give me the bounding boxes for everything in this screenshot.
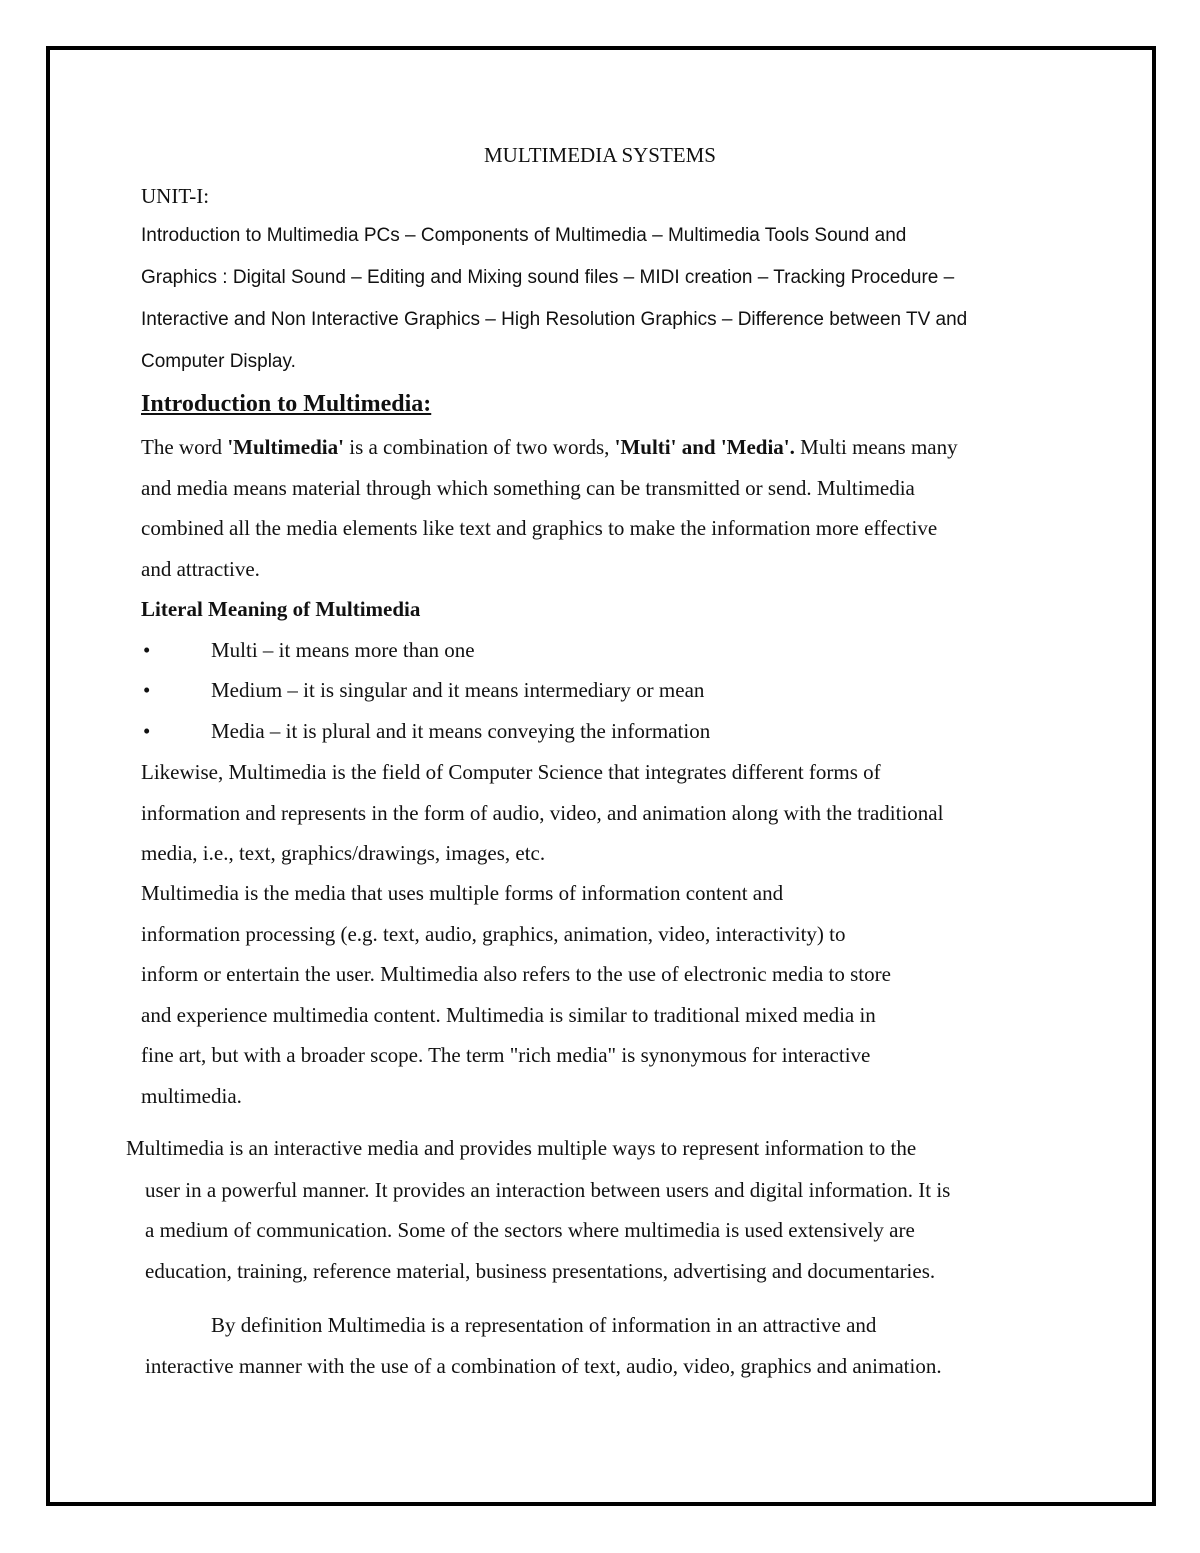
intro-line: combined all the media elements like text and graphics to make the information more effective: [141, 516, 938, 540]
syllabus-line: Interactive and Non Interactive Graphics – High Resolution Graphics – Difference between TV and: [141, 309, 968, 330]
syllabus-line: Graphics : Digital Sound – Editing and Mixing sound files – MIDI creation – Tracking Procedure –: [141, 267, 955, 288]
intro-bold-terms: 'Multi' and 'Media'.: [614, 435, 795, 459]
likewise-line: media, i.e., text, graphics/drawings, images, etc.: [141, 841, 546, 865]
media-line: Multimedia is the media that uses multiple forms of information content and: [141, 881, 784, 905]
definition-line: By definition Multimedia is a representation of information in an attractive and: [211, 1313, 877, 1337]
media-line: fine art, but with a broader scope. The term "rich media" is synonymous for interactive: [141, 1043, 871, 1067]
interactive-line: a medium of communication. Some of the sectors where multimedia is used extensively are: [145, 1218, 915, 1242]
media-line: multimedia.: [141, 1084, 242, 1108]
bullet-item: Media – it is plural and it means conveying the information: [211, 719, 711, 743]
interactive-line: user in a powerful manner. It provides an interaction between users and digital information. It is: [145, 1178, 951, 1202]
media-line: and experience multimedia content. Multimedia is similar to traditional mixed media in: [141, 1003, 876, 1027]
bullet-item: Medium – it is singular and it means intermediary or mean: [211, 678, 705, 702]
likewise-line: Likewise, Multimedia is the field of Computer Science that integrates different forms of: [141, 760, 881, 784]
syllabus-line: Introduction to Multimedia PCs – Components of Multimedia – Multimedia Tools Sound and: [141, 225, 907, 246]
interactive-line: education, training, reference material, business presentations, advertising and documentaries.: [145, 1259, 936, 1283]
intro-text: Multi means many: [794, 435, 958, 459]
media-line: information processing (e.g. text, audio, graphics, animation, video, interactivity) to: [141, 922, 846, 946]
bullet-marker: •: [143, 719, 151, 743]
interactive-line: Multimedia is an interactive media and provides multiple ways to represent information to the: [126, 1136, 917, 1160]
likewise-line: information and represents in the form of audio, video, and animation along with the traditional: [141, 801, 944, 825]
intro-line: and media means material through which something can be transmitted or send. Multimedia: [141, 476, 915, 500]
intro-text: The word: [141, 435, 228, 459]
syllabus-line: Computer Display.: [141, 351, 296, 372]
bullet-item: Multi – it means more than one: [211, 638, 475, 662]
bullet-marker: •: [143, 638, 151, 662]
unit-label: UNIT-I:: [141, 184, 210, 208]
section-heading: Introduction to Multimedia:: [141, 391, 432, 417]
definition-line: interactive manner with the use of a combination of text, audio, video, graphics and animation.: [145, 1354, 942, 1378]
literal-heading: Literal Meaning of Multimedia: [141, 597, 421, 621]
document-title: MULTIMEDIA SYSTEMS: [483, 143, 716, 167]
intro-text: is a combination of two words,: [343, 435, 615, 459]
bullet-marker: •: [143, 678, 151, 702]
intro-line: and attractive.: [141, 557, 260, 581]
intro-bold-term: 'Multimedia': [227, 435, 344, 459]
intro-first-line: [141, 435, 958, 460]
media-line: inform or entertain the user. Multimedia also refers to the use of electronic media to store: [141, 962, 891, 986]
